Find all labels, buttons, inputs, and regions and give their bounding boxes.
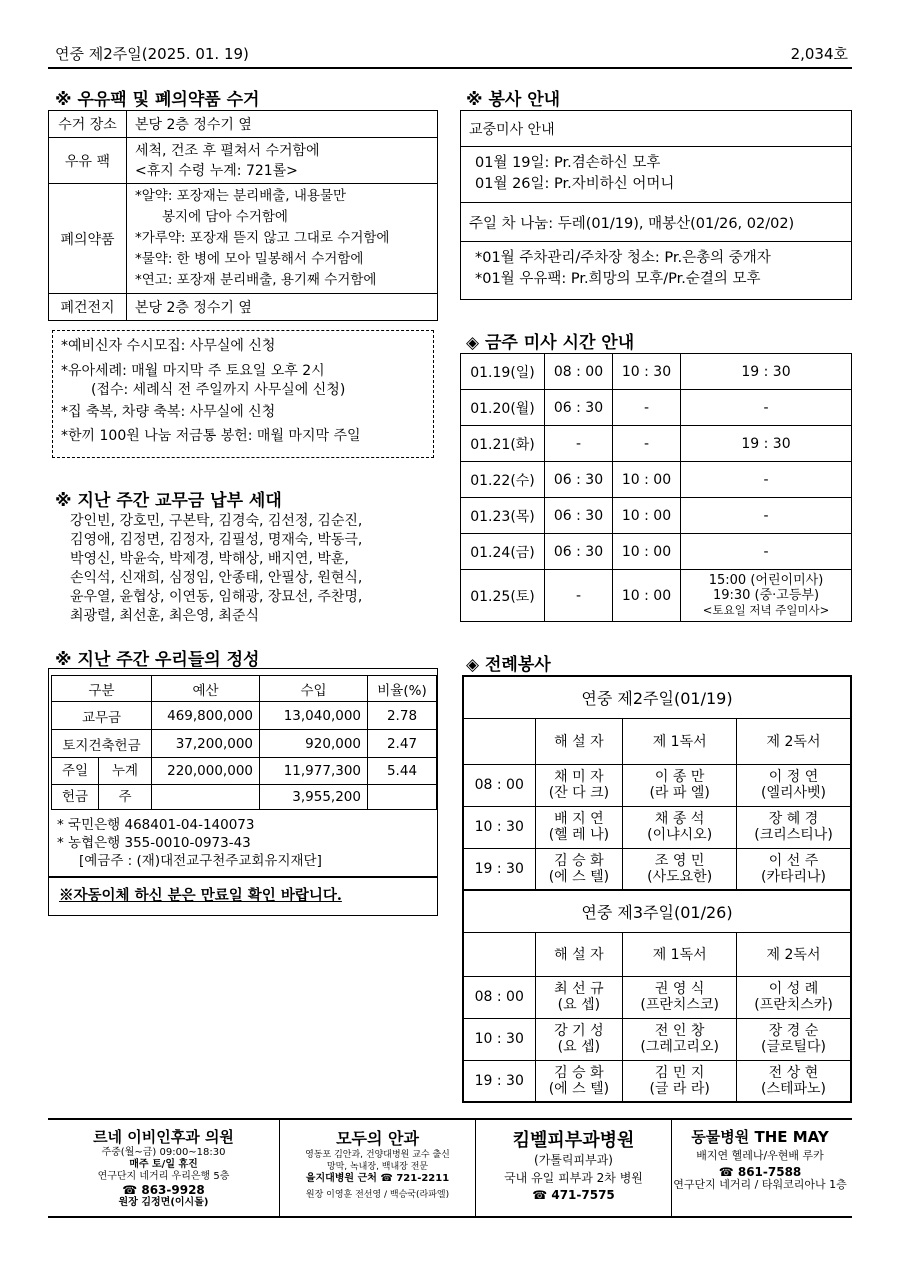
time-cell: - (681, 462, 852, 498)
donor-line: 최광렬, 최선훈, 최은영, 최준식 (70, 608, 259, 624)
col-header: 제 1독서 (623, 718, 737, 764)
server-name: 전 인 창 (654, 1023, 705, 1039)
income-cell: 3,955,200 (260, 785, 368, 810)
server-name: 이 선 주 (768, 852, 819, 869)
day-cell: 01.22(수) (461, 462, 545, 498)
donor-list (70, 512, 430, 626)
recycle-value: <휴지 수령 누계: 721롤> (135, 162, 298, 179)
week-title: 연중 제2주일(01/19) (463, 676, 851, 718)
donor-line: 윤우열, 윤협상, 이연동, 임해광, 장묘선, 주찬명, (70, 589, 363, 605)
baptism-name: (그레고리오) (640, 1039, 719, 1055)
budget-cell: 37,200,000 (152, 730, 260, 758)
time-cell: - (681, 390, 852, 426)
budget-cell: 469,800,000 (152, 702, 260, 730)
ad-derma-hospital (476, 1120, 672, 1216)
ad-line: 망막, 녹내장, 백내장 전문 (326, 1162, 429, 1172)
ad-title: 모두의 안과 (336, 1129, 419, 1148)
recycle-value: *연고: 포장재 분리배출, 용기째 수거함에 (135, 272, 377, 288)
baptism-name: (프란치스카) (754, 997, 833, 1013)
donor-line: 박영신, 박윤숙, 박제경, 박해상, 배지연, 박훈, (70, 551, 349, 567)
server-name: 강 기 성 (554, 1023, 604, 1039)
time-cell: 10 : 00 (613, 570, 681, 622)
recycle-value: 세척, 건조 후 펼쳐서 수거함에 (135, 142, 320, 159)
ad-title: 킴벨피부과병원 (512, 1130, 635, 1151)
col-header: 제 1독서 (623, 932, 737, 976)
server-name: 조 영 민 (654, 852, 705, 869)
offering-box (48, 668, 438, 916)
offering-title: ※ 지난 주간 우리들의 정성 (55, 650, 260, 670)
day-cell: 01.24(금) (461, 534, 545, 570)
ad-strip (48, 1118, 852, 1218)
server-name: 최 선 규 (554, 981, 604, 997)
time-cell: - (613, 426, 681, 462)
notice-box (52, 330, 434, 458)
col-header: 예산 (152, 676, 260, 702)
day-cell: 01.23(목) (461, 498, 545, 534)
recycle-value: *가루약: 포장재 뜯지 않고 그대로 수거함에 (135, 230, 390, 246)
duty-lines (461, 242, 851, 290)
recycle-label: 수거 장소 (49, 111, 127, 138)
issue-date: 연중 제2주일(2025. 01. 19) (55, 45, 249, 63)
baptism-name: (크리스티나) (754, 827, 833, 843)
baptism-name: (에 스 텔) (548, 1080, 610, 1097)
notice-item: *유아세례: 매월 마지막 주 토요일 오후 2시 (61, 363, 325, 379)
baptism-name: (프란치스코) (640, 997, 719, 1013)
ad-line: 원장 이영훈 전선영 / 백승국(라파엘) (305, 1190, 450, 1200)
mass-line: 01월 26일: Pr.자비하신 어머니 (475, 176, 675, 192)
ad-line: 매주 토/일 휴진 (129, 1159, 198, 1170)
time-cell: - (681, 498, 852, 534)
bank-info (49, 810, 437, 870)
baptism-name: (사도요한) (647, 868, 713, 885)
baptism-name: (요 셉) (557, 997, 601, 1013)
donor-line: 강인빈, 강호민, 구본탁, 김경숙, 김선정, 김순진, (70, 513, 363, 529)
time-cell: 06 : 30 (545, 498, 613, 534)
time-cell: 10 : 30 (613, 354, 681, 390)
bank-line: * 국민은행 468401-04-140073 (57, 817, 255, 833)
ad-eye-clinic (280, 1120, 476, 1216)
service-box (460, 110, 852, 300)
col-header: 수입 (260, 676, 368, 702)
col-header: 해 설 자 (535, 932, 623, 976)
col-header: 제 2독서 (737, 932, 851, 976)
time-cell: 08 : 00 (463, 764, 535, 806)
ad-line: 국내 유일 피부과 2차 병원 (504, 1171, 643, 1185)
ad-line: 연구단지 네거리 / 타워코리아나 1층 (673, 1178, 847, 1191)
recycle-value: *물약: 한 병에 모아 밀봉해서 수거함에 (135, 251, 364, 267)
notice-item: *한끼 100원 나눔 저금통 봉헌: 매월 마지막 주일 (61, 428, 361, 444)
day-cell: 01.19(일) (461, 354, 545, 390)
donors-title: ※ 지난 주간 교무금 납부 세대 (55, 491, 282, 511)
time-cell: 19 : 30 (681, 426, 852, 462)
col-header: 해 설 자 (535, 718, 623, 764)
ad-animal-hospital (672, 1120, 848, 1216)
day-cell: 01.20(월) (461, 390, 545, 426)
ratio-cell: 5.44 (368, 758, 437, 785)
baptism-name: (스테파노) (761, 1080, 827, 1097)
server-name: 장 경 순 (768, 1023, 819, 1039)
time-cell: 10 : 00 (613, 462, 681, 498)
time-cell: 08 : 00 (463, 976, 535, 1018)
col-header: 제 2독서 (737, 718, 851, 764)
time-note: 19:30 (중·고등부) (712, 588, 820, 603)
time-cell: 06 : 30 (545, 390, 613, 426)
server-name: 김 민 지 (654, 1064, 705, 1081)
time-cell: 19 : 30 (463, 1060, 535, 1102)
ad-line: 주중(월~금) 09:00~18:30 (101, 1147, 226, 1158)
server-name: 권 영 식 (654, 981, 705, 997)
ad-title: 동물병원 THE MAY (691, 1128, 829, 1146)
baptism-name: (잔 다 크) (548, 785, 610, 801)
ad-line: 배지연 헬레나/우현배 루카 (696, 1149, 824, 1162)
day-cell: 01.25(토) (461, 570, 545, 622)
mass-times-title: ◈ 금주 미사 시간 안내 (466, 333, 635, 353)
time-cell: - (681, 534, 852, 570)
recycle-value: 본당 2층 정수기 옆 (127, 111, 438, 138)
time-cell: 06 : 30 (545, 534, 613, 570)
time-cell: 10 : 30 (463, 1018, 535, 1060)
ad-phone: ☎ 471-7575 (532, 1188, 615, 1202)
col-header: 구분 (52, 676, 152, 702)
duty-line: *01월 우유팩: Pr.희망의 모후/Pr.순결의 모후 (475, 271, 761, 287)
baptism-name: (카타리나) (761, 868, 827, 885)
time-cell: 10 : 00 (613, 534, 681, 570)
row-label: 교무금 (52, 702, 152, 730)
col-header: 비율(%) (368, 676, 437, 702)
recycle-table (48, 110, 438, 321)
recycle-label: 폐의약품 (49, 184, 127, 294)
budget-cell: 220,000,000 (152, 758, 260, 785)
row-label: 헌금 (61, 789, 89, 805)
time-cell: 19 : 30 (681, 354, 852, 390)
service-title: ※ 봉사 안내 (466, 90, 561, 110)
ad-line: 원장 김정면(이시돌) (118, 1197, 209, 1208)
bank-line: * 농협은행 355-0010-0973-43 (57, 835, 251, 851)
recycle-value: 본당 2층 정수기 옆 (127, 294, 438, 321)
liturgy-table (462, 675, 852, 1103)
server-name: 이 정 연 (768, 769, 819, 785)
baptism-name: (이냐시오) (647, 827, 713, 843)
time-cell: 06 : 30 (545, 462, 613, 498)
recycle-value: *알약: 포장재는 분리배출, 내용물만 (135, 188, 347, 204)
server-name: 전 상 현 (768, 1064, 819, 1081)
recycle-value: 봉지에 담아 수거함에 (135, 209, 288, 225)
recycle-label: 폐건전지 (49, 294, 127, 321)
time-cell: - (545, 426, 613, 462)
auto-transfer-note: ※자동이체 하신 분은 만료일 확인 바랍니다. (49, 876, 437, 905)
time-note: <토요일 저녁 주일미사> (702, 603, 830, 617)
ad-line: 영동포 김안과, 건양대병원 교수 출신 (305, 1150, 450, 1160)
liturgy-title: ◈ 전례봉사 (466, 655, 551, 675)
time-cell: 10 : 30 (463, 806, 535, 848)
ad-phone: ☎ 863-9928 (122, 1183, 205, 1197)
notice-item: *예비신자 수시모집: 사무실에 신청 (61, 338, 276, 354)
donor-line: 손익석, 신재희, 심정임, 안종태, 안필상, 원현식, (70, 570, 363, 586)
baptism-name: (라 파 엘) (649, 785, 710, 801)
donor-line: 김영애, 김정면, 김정자, 김필성, 명재숙, 박동극, (70, 532, 363, 548)
server-name: 이 종 만 (654, 769, 705, 785)
income-cell: 11,977,300 (260, 758, 368, 785)
baptism-name: (에 스 텔) (548, 868, 610, 885)
server-name: 장 혜 경 (768, 811, 819, 827)
ad-line: 을지대병원 근처 ☎ 721-2211 (305, 1173, 450, 1184)
car-share: 주일 차 나눔: 두레(01/19), 매봉산(01/26, 02/02) (461, 202, 851, 242)
ad-title: 르네 이비인후과 의원 (93, 1128, 234, 1146)
ad-line: 연구단지 네거리 우리은행 5층 (97, 1171, 230, 1182)
time-note: 15:00 (어린이미사) (708, 573, 824, 588)
mass-times-table (460, 353, 852, 622)
mass-lines (461, 147, 851, 195)
baptism-name: (헬 레 나) (548, 827, 610, 843)
bank-line: [예금주 : (재)대전교구천주교회유지재단] (79, 853, 322, 869)
recycle-label: 우유 팩 (49, 138, 127, 184)
time-cell: - (545, 570, 613, 622)
row-sublabel: 누계 (98, 758, 151, 784)
baptism-name: (글로틸다) (761, 1039, 827, 1055)
time-cell: 19 : 30 (463, 848, 535, 890)
server-name: 김 승 화 (554, 1064, 604, 1081)
mass-line: 01월 19일: Pr.겸손하신 모후 (475, 155, 661, 171)
ad-ent-clinic (48, 1120, 280, 1216)
notice-item: (접수: 세례식 전 주일까지 사무실에 신청) (91, 382, 346, 398)
server-name: 채 종 석 (654, 811, 705, 827)
row-sublabel: 주 (98, 785, 151, 809)
time-cell: 08 : 00 (545, 354, 613, 390)
server-name: 배 지 연 (554, 811, 604, 827)
header-divider (48, 67, 852, 69)
offering-table (51, 675, 437, 810)
baptism-name: (글 라 라) (649, 1080, 710, 1097)
week-title: 연중 제3주일(01/26) (463, 890, 851, 932)
server-name: 이 성 례 (768, 981, 819, 997)
time-cell: 10 : 00 (613, 498, 681, 534)
mass-label: 교중미사 안내 (461, 111, 851, 147)
row-label: 주일 (61, 763, 89, 779)
duty-line: *01월 주차관리/주차장 청소: Pr.은총의 중개자 (475, 250, 771, 266)
ad-line: (가톨릭피부과) (534, 1153, 613, 1167)
notice-item: *집 축복, 차량 축복: 사무실에 신청 (61, 404, 276, 420)
time-cell: - (613, 390, 681, 426)
server-name: 채 미 자 (554, 769, 604, 785)
ratio-cell: 2.47 (368, 730, 437, 758)
baptism-name: (엘리사벳) (761, 785, 827, 801)
ratio-cell: 2.78 (368, 702, 437, 730)
server-name: 김 승 화 (554, 852, 604, 869)
issue-number: 2,034호 (790, 45, 848, 63)
day-cell: 01.21(화) (461, 426, 545, 462)
baptism-name: (요 셉) (557, 1039, 601, 1055)
income-cell: 13,040,000 (260, 702, 368, 730)
income-cell: 920,000 (260, 730, 368, 758)
row-label: 토지건축헌금 (52, 730, 152, 758)
ad-phone: ☎ 861-7588 (718, 1165, 802, 1179)
recycle-title: ※ 우유팩 및 폐의약품 수거 (55, 90, 260, 110)
